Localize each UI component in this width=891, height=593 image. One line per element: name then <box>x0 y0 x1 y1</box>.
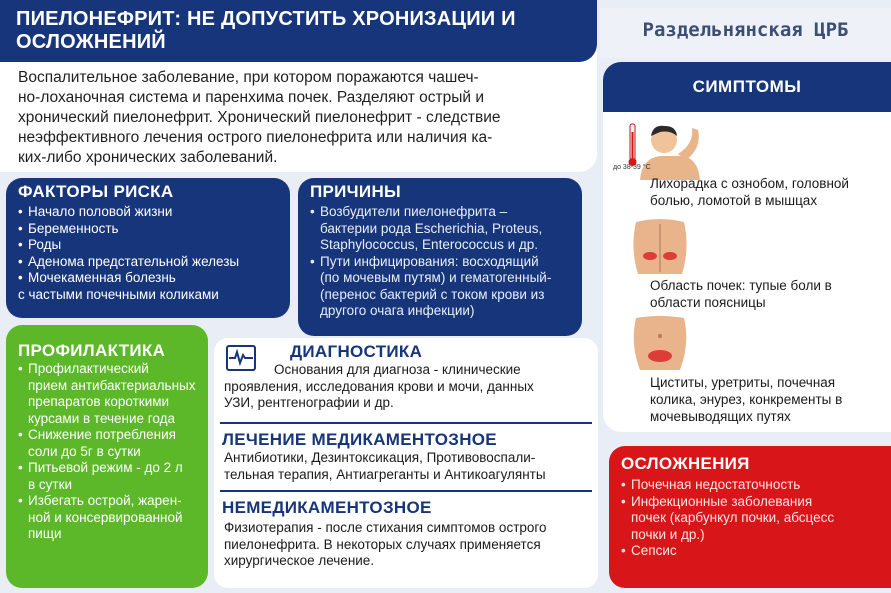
monitor-icon <box>226 345 256 371</box>
fever-person-icon <box>620 118 710 182</box>
diagnostics-title: ДИАГНОСТИКА <box>290 342 423 361</box>
symptom-urinary-text: Циститы, уретриты, почечная колика, энурез, конкременты в мочевыводящих путях <box>650 375 843 424</box>
prevention-card <box>6 325 208 588</box>
list-item-continuation: пищи <box>28 526 62 541</box>
list-item: • Почечная недостаточность <box>621 477 801 492</box>
nondrug-treatment-text: Физиотерапия - после стихания симптомов острого пиелонефрита. В некоторых случаях применяется хирургическое лечение. <box>224 520 547 568</box>
list-item: • Беременность <box>18 220 119 236</box>
list-item-continuation: с частыми почечными коликами <box>18 286 219 302</box>
list-item: • Снижение потребления <box>18 427 176 442</box>
divider <box>220 490 592 492</box>
prevention-list <box>6 361 208 543</box>
symptom-fever-text: Лихорадка с ознобом, головной болью, ломотой в мышцах <box>650 176 849 208</box>
complications-title: ОСЛОЖНЕНИЯ <box>621 454 750 473</box>
list-item: • Мочекаменная болезнь <box>18 270 176 285</box>
intro-line: неэффективного лечения острого пиелонефрита или наличия ка- <box>18 129 493 146</box>
list-item-continuation: ной и консервированной <box>28 509 183 525</box>
list-item-continuation: курсами в течение года <box>28 410 176 426</box>
hospital-name: Раздельнянская ЦРБ <box>600 8 891 58</box>
list-item: • Избегать острой, жарен- <box>18 493 182 508</box>
list-item-continuation: в сутки <box>28 476 73 492</box>
causes-card <box>298 178 582 336</box>
list-item: • Профилактический <box>18 361 149 376</box>
list-item: • Пути инфицирования: восходящий (по мочевым путям) и гематогенный- (перенос бактерий с током крови из другого очага инфекции) <box>310 253 552 318</box>
intro-line: Воспалительное заболевание, при котором поражаются чашеч- <box>18 69 479 86</box>
intro-line: хронический пиелонефрит. Хронический пиелонефрит - следствие <box>18 109 501 126</box>
list-item: • Начало половой жизни <box>18 204 173 219</box>
list-item-continuation: почки и др.) <box>631 526 705 542</box>
list-item: • Роды <box>18 237 62 252</box>
complications-card <box>609 446 891 588</box>
abdomen-pain-icon <box>630 316 690 370</box>
risk-factors-list <box>6 202 290 303</box>
title-line-1: ПИЕЛОНЕФРИТ: НЕ ДОПУСТИТЬ ХРОНИЗАЦИИ И <box>16 8 516 30</box>
intro-line: но-лоханочная система и паренхима почек. Разделяют острый и <box>18 89 484 106</box>
symptom-kidney-text: Область почек: тупые боли в области поясницы <box>650 278 832 310</box>
causes-list <box>298 202 582 320</box>
risk-factors-title: ФАКТОРЫ РИСКА <box>18 182 174 201</box>
diagnostics-text: Основания для диагноза - клинические проявления, исследования крови и мочи, данных УЗИ, рентгенографии и др. <box>224 362 534 410</box>
prevention-title: ПРОФИЛАКТИКА <box>18 341 166 360</box>
complications-list <box>609 474 891 560</box>
back-pain-icon <box>628 218 692 274</box>
list-item-continuation: прием антибактериальных <box>28 377 196 393</box>
symptoms-title: СИМПТОМЫ <box>603 62 891 112</box>
risk-factors-card <box>6 178 290 318</box>
list-item-continuation: почек (карбункул почки, абсцесс <box>631 510 835 525</box>
diagnostics-treatment-card <box>214 338 598 588</box>
intro-text <box>18 68 588 168</box>
title-line-2: ОСЛОЖНЕНИЙ <box>16 31 166 53</box>
list-item: • Возбудители пиелонефрита – бактерии рода Escherichia, Proteus, Staphylococcus, Enterococcus и др. <box>310 204 543 252</box>
list-item: • Инфекционные заболевания <box>621 493 813 509</box>
divider <box>220 422 592 424</box>
list-item-continuation: препаратов короткими <box>28 394 170 409</box>
intro-line: ких-либо хронических заболеваний. <box>18 149 278 166</box>
list-item-continuation: соли до 5г в сутки <box>28 443 141 459</box>
nondrug-treatment-title: НЕМЕДИКАМЕНТОЗНОЕ <box>222 498 432 517</box>
drug-treatment-text: Антибиотики, Дезинтоксикация, Противовоспали- тельная терапия, Антиагреганты и Антикоагулянты <box>224 450 546 482</box>
list-item: • Аденома предстательной железы <box>18 253 240 269</box>
causes-title: ПРИЧИНЫ <box>310 182 401 201</box>
list-item: • Питьевой режим - до 2 л <box>18 460 183 475</box>
thermometer-label: до 38-39 °С <box>613 164 651 171</box>
drug-treatment-title: ЛЕЧЕНИЕ МЕДИКАМЕНТОЗНОЕ <box>222 430 497 449</box>
list-item: • Сепсис <box>621 543 677 558</box>
page-title <box>0 0 597 62</box>
